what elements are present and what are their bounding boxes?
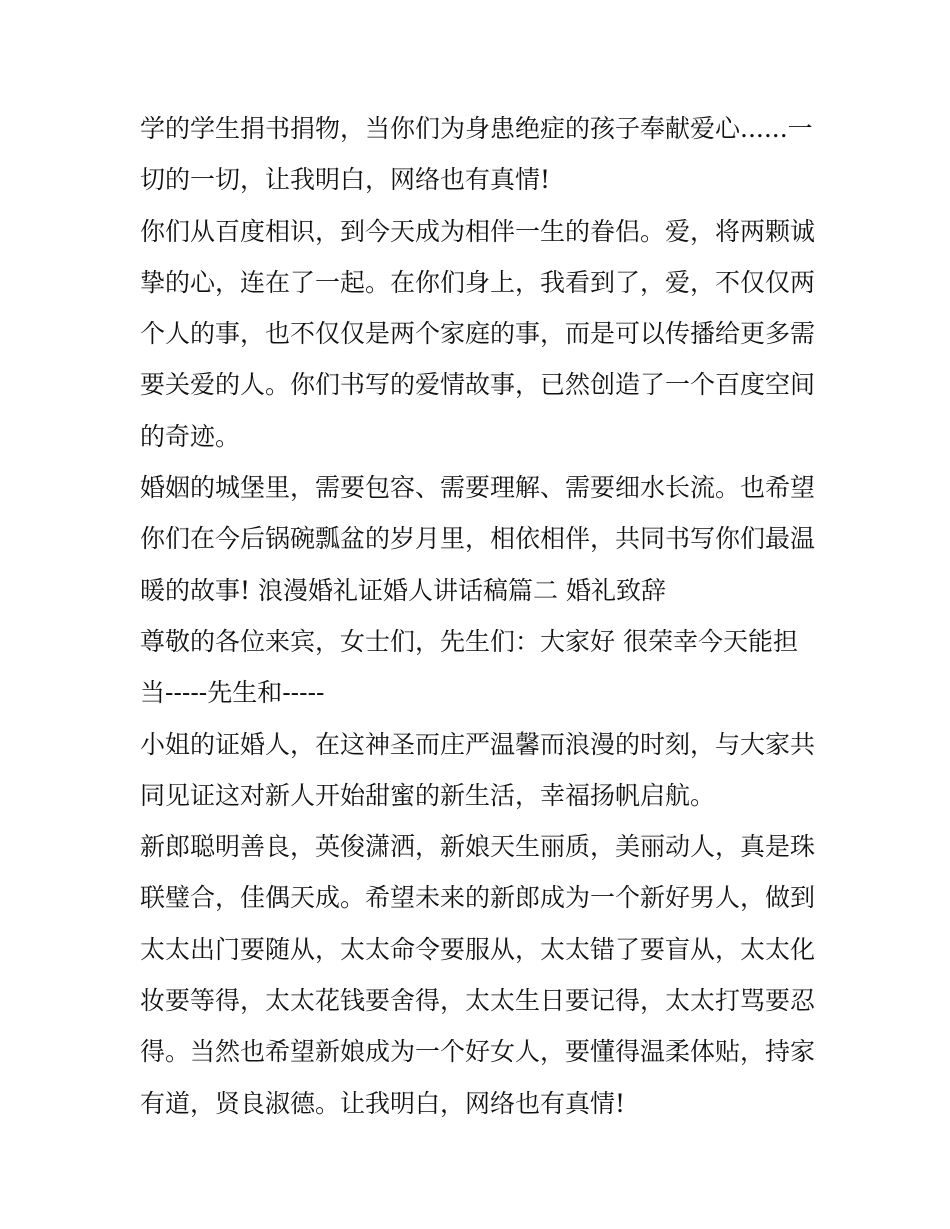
paragraph-3: 婚姻的城堡里，需要包容、需要理解、需要细水长流。也希望你们在今后锅碗瓢盆的岁月里，相依相伴，共同书写你们最温暖的故事! 浪漫婚礼证婚人讲话稿篇二 婚礼致辞: [140, 473, 816, 605]
paragraph-4: 尊敬的各位来宾，女士们，先生们：大家好 很荣幸今天能担当-----先生和-----: [140, 626, 798, 708]
document-body: [140, 103, 820, 1129]
paragraph-6: 新郎聪明善良，英俊潇洒，新娘天生丽质，美丽动人，真是珠联璧合，佳偶天成。希望未来的新郎成为一个新好男人，做到太太出门要随从，太太命令要服从，太太错了要盲从，太太化妆要等得，太太花钱要舍得，太太生日要记得，太太打骂要忍得。当然也希望新娘成为一个好女人，要懂得温柔体贴，持家有道，贤良淑德。让我明白，网络也有真情!: [140, 832, 816, 1118]
paragraph-2: 你们从百度相识，到今天成为相伴一生的眷侣。爱，将两颗诚挚的心，连在了一起。在你们身上，我看到了，爱，不仅仅两个人的事，也不仅仅是两个家庭的事，而是可以传播给更多需要关爱的人。你们书写的爱情故事，已然创造了一个百度空间的奇迹。: [140, 216, 816, 451]
paragraph-5: 小姐的证婚人，在这神圣而庄严温馨而浪漫的时刻，与大家共同见证这对新人开始甜蜜的新生活，幸福扬帆启航。: [140, 729, 816, 810]
paragraph-1: 学的学生捐书捐物，当你们为身患绝症的孩子奉献爱心......一切的一切，让我明白，网络也有真情!: [140, 114, 813, 195]
